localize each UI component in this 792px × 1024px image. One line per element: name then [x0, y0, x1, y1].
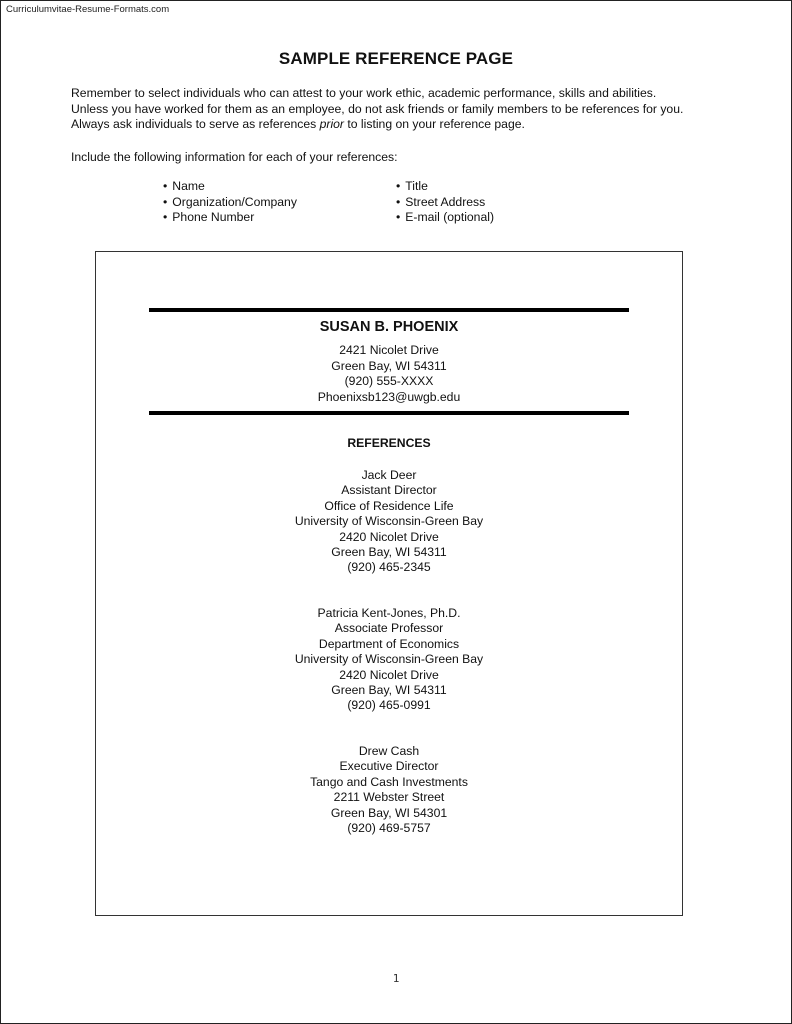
divider-top	[149, 308, 629, 312]
reference-street: 2211 Webster Street	[333, 790, 445, 805]
reference-title: Assistant Director	[341, 483, 437, 498]
reference-city: Green Bay, WI 54301	[330, 805, 448, 820]
reference-street: 2420 Nicolet Drive	[339, 529, 439, 544]
info-list-left	[163, 179, 297, 226]
reference-phone: (920) 469-5757	[347, 821, 431, 836]
reference-organization: Tango and Cash Investments	[310, 774, 468, 789]
reference-title: Executive Director	[339, 759, 439, 774]
list-item: • E-mail (optional)	[396, 210, 494, 226]
site-watermark-label: Curriculumvitae-Resume-Formats.com	[6, 4, 170, 15]
contact-line: Green Bay, WI 54311	[331, 358, 447, 373]
reference-entry	[95, 744, 683, 836]
reference-organization: University of Wisconsin-Green Bay	[294, 514, 484, 529]
info-list-right	[396, 179, 494, 226]
reference-name: Jack Deer	[361, 468, 417, 482]
list-item: • Street Address	[396, 195, 494, 211]
reference-city: Green Bay, WI 54311	[331, 683, 447, 698]
intro-line	[71, 117, 683, 133]
references-heading: REFERENCES	[347, 436, 431, 450]
reference-department: Office of Residence Life	[324, 498, 454, 513]
contact-email: Phoenixsb123@uwgb.edu	[317, 389, 461, 404]
reference-department: Department of Economics	[318, 636, 460, 651]
list-item: • Name	[163, 179, 297, 195]
reference-street: 2420 Nicolet Drive	[339, 667, 439, 682]
page-title: SAMPLE REFERENCE PAGE	[278, 49, 514, 68]
intro-emphasis: prior	[319, 117, 344, 131]
intro-paragraph	[71, 86, 683, 133]
applicant-contact	[95, 343, 683, 405]
list-item: • Phone Number	[163, 210, 297, 226]
reference-entry	[95, 606, 683, 714]
intro-line: Remember to select individuals who can attest to your work ethic, academic performance, skills and abilities.	[71, 86, 657, 100]
contact-line: (920) 555-XXXX	[344, 374, 434, 389]
intro-line: Unless you have worked for them as an employee, do not ask friends or family members to be references for you.	[71, 101, 684, 116]
divider-bottom	[149, 411, 629, 415]
applicant-name: SUSAN B. PHOENIX	[319, 319, 459, 335]
include-instructions: Include the following information for each of your references:	[71, 150, 398, 164]
reference-phone: (920) 465-0991	[347, 698, 431, 713]
list-item: • Organization/Company	[163, 195, 297, 211]
intro-text: to listing on your reference page.	[344, 117, 525, 131]
reference-city: Green Bay, WI 54311	[331, 545, 447, 560]
list-item: • Title	[396, 179, 494, 195]
page-number: 1	[392, 972, 400, 985]
reference-name: Patricia Kent-Jones, Ph.D.	[317, 606, 461, 620]
reference-name: Drew Cash	[358, 744, 420, 758]
reference-entry	[95, 468, 683, 576]
reference-title: Associate Professor	[334, 621, 444, 636]
intro-text: Always ask individuals to serve as references	[71, 117, 320, 131]
reference-organization: University of Wisconsin-Green Bay	[294, 652, 484, 667]
contact-line: 2421 Nicolet Drive	[339, 343, 439, 357]
reference-phone: (920) 465-2345	[347, 560, 431, 575]
